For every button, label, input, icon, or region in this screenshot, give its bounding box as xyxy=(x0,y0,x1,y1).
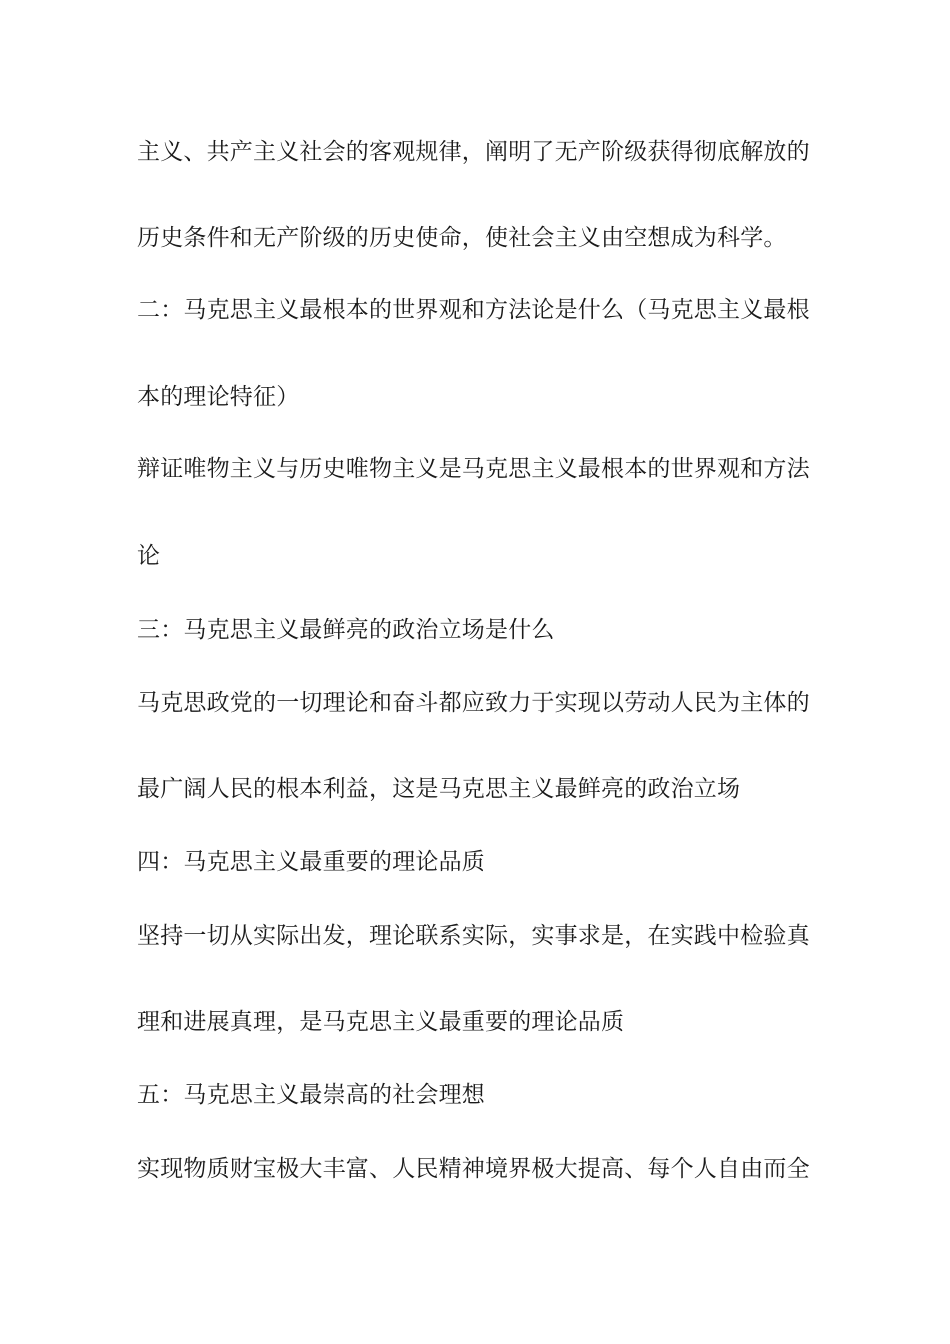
section-heading-5: 五：马克思主义最崇高的社会理想 xyxy=(137,1082,485,1108)
paragraph-line: 马克思政党的一切理论和奋斗都应致力于实现以劳动人民为主体的 xyxy=(137,690,810,716)
paragraph-line: 最广阔人民的根本利益，这是马克思主义最鲜亮的政治立场 xyxy=(137,776,741,802)
section-heading-2-continued: 本的理论特征） xyxy=(137,384,300,410)
paragraph-line: 实现物质财宝极大丰富、人民精神境界极大提高、每个人自由而全 xyxy=(137,1156,810,1182)
paragraph-line: 理和进展真理，是马克思主义最重要的理论品质 xyxy=(137,1009,625,1035)
paragraph-line: 主义、共产主义社会的客观规律，阐明了无产阶级获得彻底解放的 xyxy=(137,139,810,165)
section-heading-2: 二：马克思主义最根本的世界观和方法论是什么（马克思主义最根 xyxy=(137,297,810,323)
section-heading-4: 四：马克思主义最重要的理论品质 xyxy=(137,849,485,875)
paragraph-line: 论 xyxy=(137,543,161,569)
paragraph-line: 辩证唯物主义与历史唯物主义是马克思主义最根本的世界观和方法 xyxy=(137,456,810,482)
section-heading-3: 三：马克思主义最鲜亮的政治立场是什么 xyxy=(137,617,555,643)
paragraph-line: 坚持一切从实际出发，理论联系实际，实事求是，在实践中检验真 xyxy=(137,923,810,949)
paragraph-line: 历史条件和无产阶级的历史使命，使社会主义由空想成为科学。 xyxy=(137,225,787,251)
